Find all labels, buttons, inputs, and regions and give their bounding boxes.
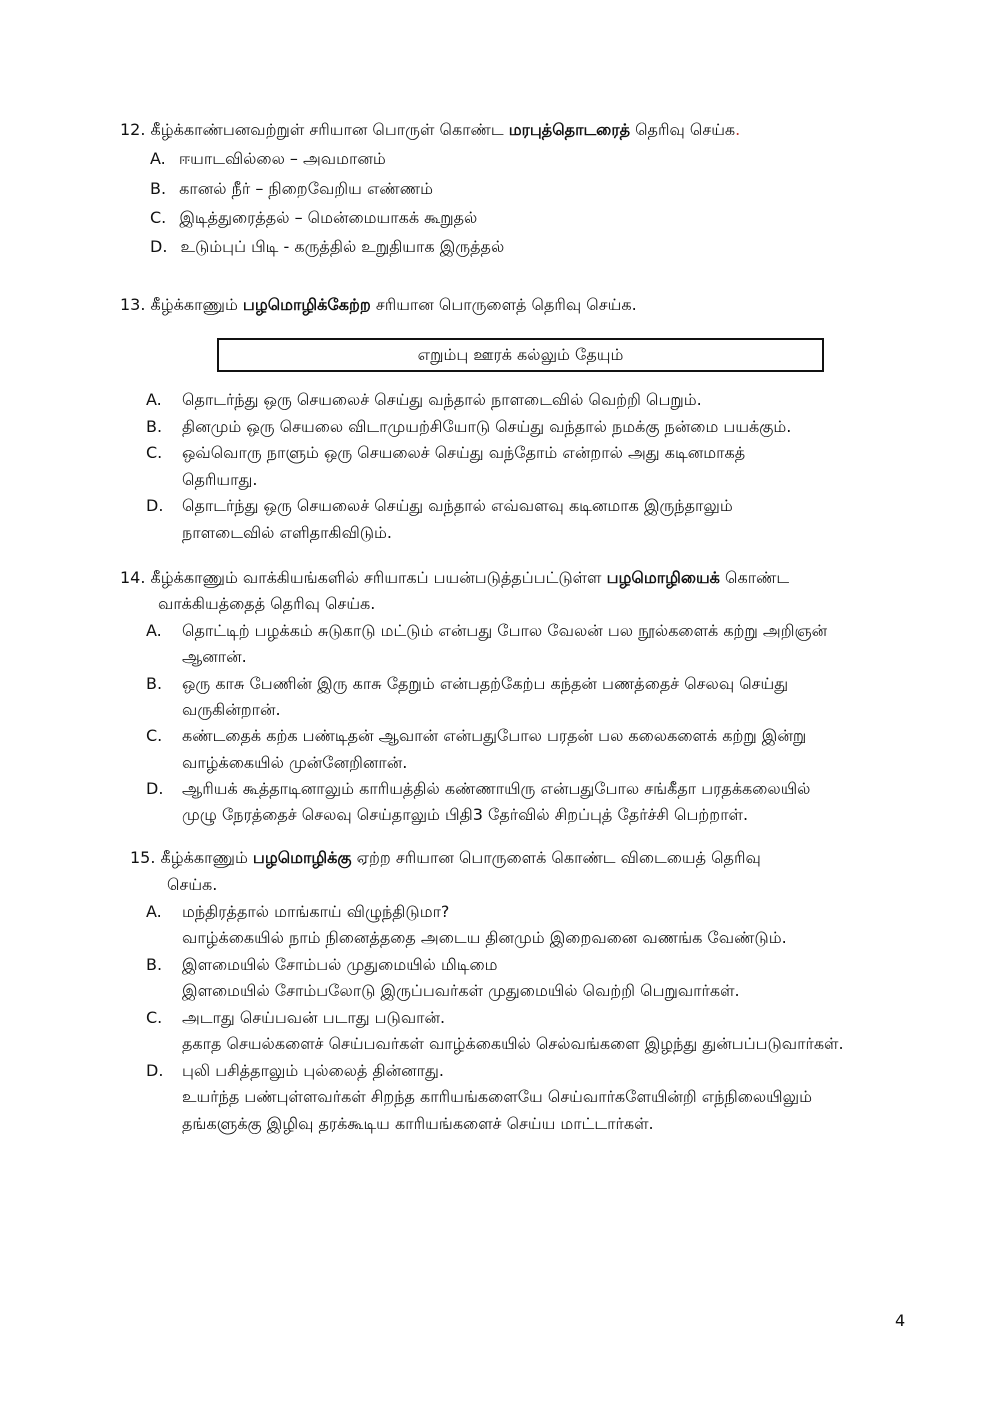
q14-option-c-cont: வாழ்க்கையில் முன்னேறினான்.: [182, 753, 408, 772]
q13-option-a[interactable]: தொடர்ந்து ஒரு செயலைச் செய்து வந்தால் நாளடைவில் வெற்றி பெறும்.: [182, 390, 702, 409]
q14-option-b[interactable]: ஒரு காசு பேணின் இரு காசு தேறும் என்பதற்கேற்ப கந்தன் பணத்தைச் செலவு செய்து: [182, 674, 789, 693]
q13-option-b[interactable]: தினமும் ஒரு செயலை விடாமுயற்சியோடு செய்து வந்தால் நமக்கு நன்மை பயக்கும்.: [182, 417, 792, 436]
q12-stem-end: தெரிவு செய்க: [635, 120, 736, 139]
q13-stem-keyword: பழமொழிக்கேற்ற: [242, 295, 371, 314]
q13-option-d-label: D.: [146, 496, 164, 515]
q13-option-a-label: A.: [146, 390, 162, 409]
q12-option-d[interactable]: D. உடும்புப் பிடி - கருத்தில் உறுதியாக இருத்தல்: [150, 237, 505, 256]
q14-option-c-label: C.: [146, 726, 163, 745]
q15-number: 15.: [130, 848, 156, 867]
q12-stem-keyword: மரபுத்தொடரைத்: [508, 120, 630, 139]
q15-option-d-meaning-cont: தங்களுக்கு இழிவு தரக்கூடிய காரியங்களைச் செய்ய மாட்டார்கள்.: [182, 1114, 654, 1133]
q12-option-b[interactable]: B. கானல் நீர் – நிறைவேறிய எண்ணம்: [150, 179, 434, 198]
q14-option-c[interactable]: கண்டதைக் கற்க பண்டிதன் ஆவான் என்பதுபோல பரதன் பல கலைகளைக் கற்று இன்று: [182, 726, 807, 745]
q15-option-a-meaning: வாழ்க்கையில் நாம் நினைத்ததை அடைய தினமும் இறைவனை வணங்க வேண்டும்.: [182, 928, 787, 947]
q13-option-c-cont: தெரியாது.: [182, 470, 258, 489]
q15-option-c-proverb[interactable]: அடாது செய்பவன் படாது படுவான்.: [182, 1008, 446, 1027]
q13-option-c-label: C.: [146, 443, 163, 462]
q14-stem: 14. கீழ்க்காணும் வாக்கியங்களில் சரியாகப் பயன்படுத்தப்பட்டுள்ள பழமொழியைக் கொண்ட: [120, 568, 790, 587]
q15-option-b-proverb[interactable]: இளமையில் சோம்பல் முதுமையில் மிடிமை: [182, 955, 498, 974]
q15-stem: 15. கீழ்க்காணும் பழமொழிக்கு ஏற்ற சரியான பொருளைக் கொண்ட விடையைத் தெரிவு: [130, 848, 761, 867]
q13-proverb-box: [217, 338, 824, 372]
q12-stem-text: கீழ்க்காண்பனவற்றுள் சரியான பொருள் கொண்ட: [150, 120, 504, 139]
q13-stem: 13. கீழ்க்காணும் பழமொழிக்கேற்ற சரியான பொருளைத் தெரிவு செய்க.: [120, 295, 637, 314]
q15-option-b-label: B.: [146, 955, 163, 974]
q15-option-d-meaning: உயர்ந்த பண்புள்ளவர்கள் சிறந்த காரியங்களையே செய்வார்களேயின்றி எந்நிலையிலும்: [182, 1087, 812, 1106]
q14-stem-keyword: பழமொழியைக்: [606, 568, 720, 587]
q12-option-a[interactable]: A. ஈயாடவில்லை – அவமானம்: [150, 149, 386, 168]
q13-option-b-label: B.: [146, 417, 163, 436]
q14-option-a-label: A.: [146, 621, 162, 640]
q12-stem-period: .: [735, 120, 741, 139]
q14-number: 14.: [120, 568, 146, 587]
q14-option-b-label: B.: [146, 674, 163, 693]
q15-option-a-proverb[interactable]: மந்திரத்தால் மாங்காய் விழுந்திடுமா?: [182, 902, 450, 921]
q15-stem-line2: செய்க.: [167, 875, 218, 894]
q13-option-c[interactable]: ஒவ்வொரு நாளும் ஒரு செயலைச் செய்து வந்தோம் என்றால் அது கடினமாகத்: [182, 443, 746, 462]
q12-stem: [120, 119, 740, 141]
q14-option-d-label: D.: [146, 779, 164, 798]
q15-option-c-label: C.: [146, 1008, 163, 1027]
q15-option-c-meaning: தகாத செயல்களைச் செய்பவர்கள் வாழ்க்கையில் செல்வங்களை இழந்து துன்பப்படுவார்கள்.: [182, 1034, 844, 1053]
q12-option-c[interactable]: C. இடித்துரைத்தல் – மென்மையாகக் கூறுதல்: [150, 208, 478, 227]
q13-option-d-cont: நாளடைவில் எளிதாகிவிடும்.: [182, 523, 393, 542]
q14-option-b-cont: வருகின்றான்.: [182, 700, 281, 719]
q14-option-d-cont: முழு நேரத்தைச் செலவு செய்தாலும் பிதி3 தேர்வில் சிறப்புத் தேர்ச்சி பெற்றாள்.: [182, 805, 749, 824]
q13-number: 13.: [120, 295, 146, 314]
q15-option-a-label: A.: [146, 902, 162, 921]
page-number: 4: [895, 1311, 906, 1330]
q15-option-d-proverb[interactable]: புலி பசித்தாலும் புல்லைத் தின்னாது.: [182, 1061, 444, 1080]
q14-option-d[interactable]: ஆரியக் கூத்தாடினாலும் காரியத்தில் கண்ணாயிரு என்பதுபோல சங்கீதா பரதக்கலையில்: [182, 779, 811, 798]
q15-option-b-meaning: இளமையில் சோம்பலோடு இருப்பவர்கள் முதுமையில் வெற்றி பெறுவார்கள்.: [182, 981, 740, 1000]
q12-number: 12.: [120, 120, 146, 139]
q15-stem-keyword: பழமொழிக்கு: [252, 848, 352, 867]
q13-option-d[interactable]: தொடர்ந்து ஒரு செயலைச் செய்து வந்தால் எவ்வளவு கடினமாக இருந்தாலும்: [182, 496, 733, 515]
q14-stem-line2: வாக்கியத்தைத் தெரிவு செய்க.: [158, 594, 376, 613]
q14-option-a[interactable]: தொட்டிற் பழக்கம் சுடுகாடு மட்டும் என்பது போல வேலன் பல நூல்களைக் கற்று அறிஞன்: [182, 621, 828, 640]
q13-proverb: எறும்பு ஊரக் கல்லும் தேயும்: [417, 345, 624, 364]
q15-option-d-label: D.: [146, 1061, 164, 1080]
q14-option-a-cont: ஆனான்.: [182, 647, 247, 666]
